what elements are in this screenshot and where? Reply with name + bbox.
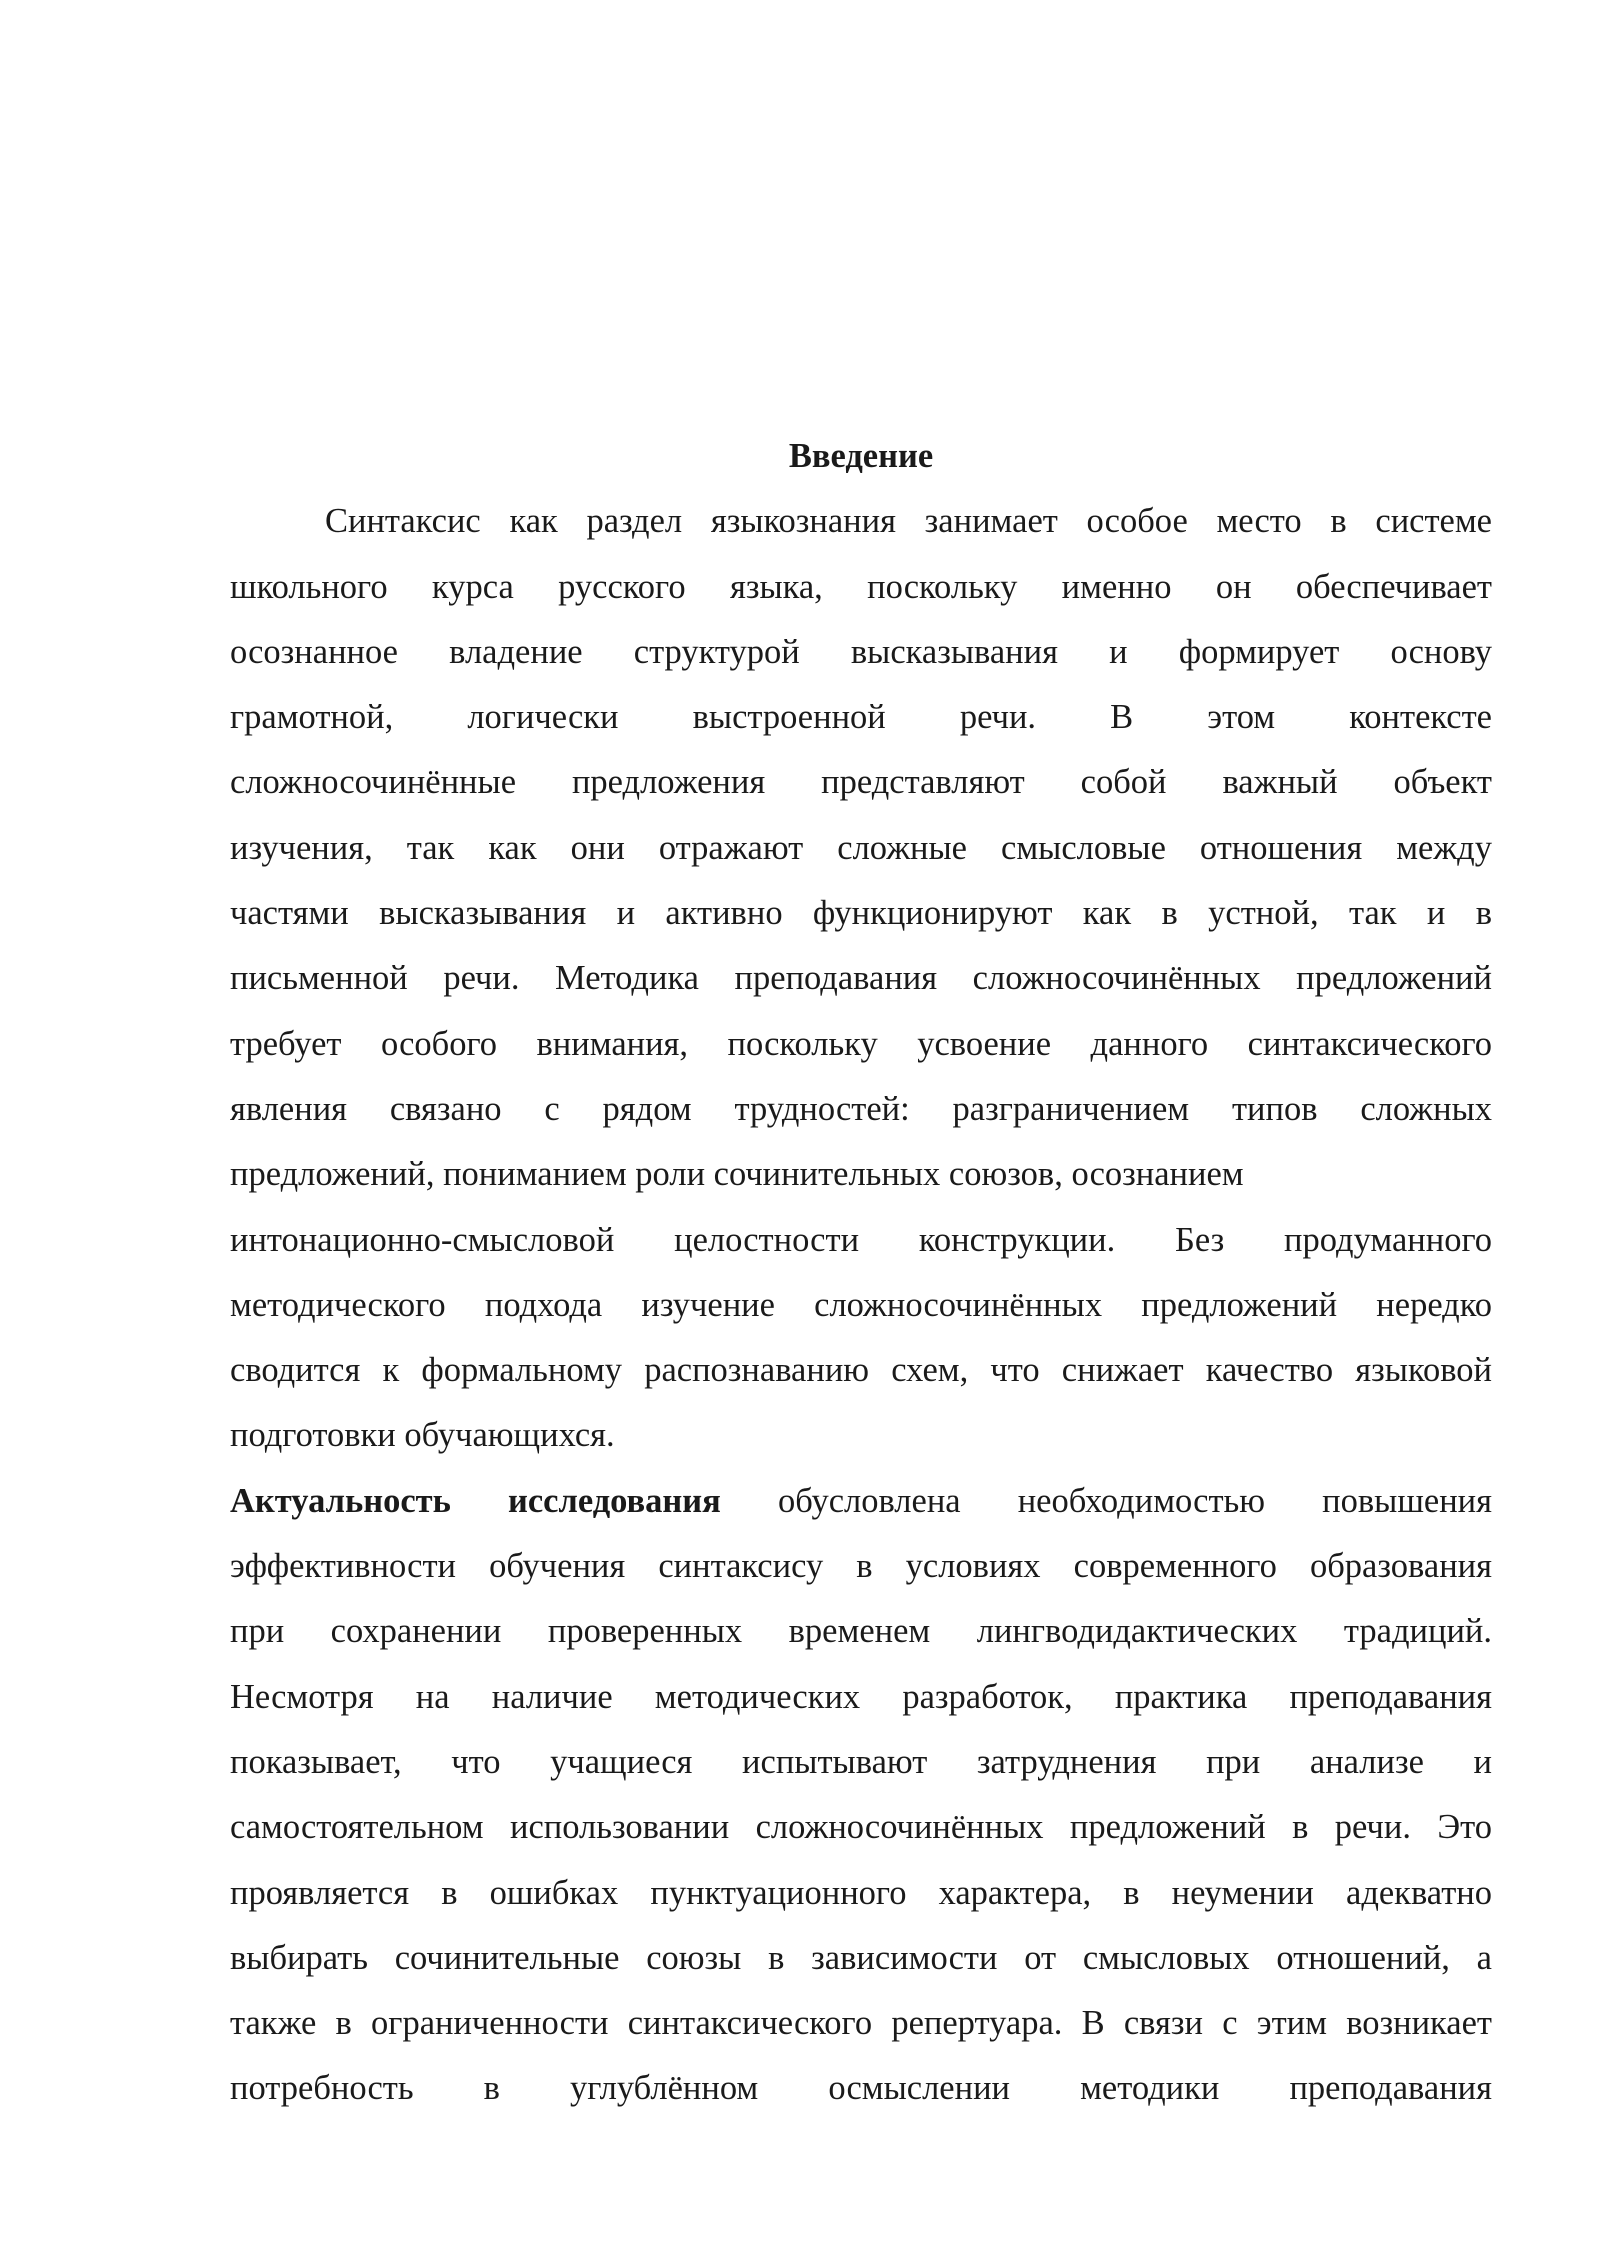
relevance-lead: Актуальность исследования <box>230 1481 721 1520</box>
relevance-lead-rest: обусловлена необходимостью повышения <box>720 1481 1492 1520</box>
text-line: эффективности обучения синтаксису в условиях современного образования <box>230 1547 1492 1586</box>
intro-paragraph <box>230 489 1492 1468</box>
text-line: письменной речи. Методика преподавания сложносочинённых предложений <box>230 959 1492 998</box>
text-line: потребность в углублённом осмыслении методики преподавания <box>230 2069 1492 2108</box>
text-line: показывает, что учащиеся испытывают затруднения при анализе и <box>230 1742 1492 1781</box>
text-line: подготовки обучающихся. <box>230 1416 615 1455</box>
text-line: сводится к формальному распознаванию схем, что снижает качество языковой <box>230 1351 1492 1390</box>
text-line: изучения, так как они отражают сложные смысловые отношения между <box>230 828 1492 867</box>
text-line: самостоятельном использовании сложносочинённых предложений в речи. Это <box>230 1808 1492 1847</box>
relevance-paragraph <box>230 1469 1492 2122</box>
text-line: проявляется в ошибках пунктуационного характера, в неумении адекватно <box>230 1873 1492 1912</box>
text-line: осознанное владение структурой высказывания и формирует основу <box>230 632 1492 671</box>
text-line: требует особого внимания, поскольку усвоение данного синтаксического <box>230 1024 1492 1063</box>
text-line: явления связано с рядом трудностей: разграничением типов сложных <box>230 1089 1492 1128</box>
text-line: также в ограниченности синтаксического репертуара. В связи с этим возникает <box>230 2004 1492 2043</box>
text-line: выбирать сочинительные союзы в зависимости от смысловых отношений, а <box>230 1938 1492 1977</box>
text-line: при сохранении проверенных временем лингводидактических традиций. <box>230 1612 1492 1651</box>
text-line: интонационно-смысловой целостности конструкции. Без продуманного <box>230 1220 1492 1259</box>
text-line: сложносочинённые предложения представляют собой важный объект <box>230 763 1492 802</box>
text-line: грамотной, логически выстроенной речи. В этом контексте <box>230 698 1492 737</box>
text-line: школьного курса русского языка, поскольку именно он обеспечивает <box>230 567 1492 606</box>
text-line: частями высказывания и активно функционируют как в устной, так и в <box>230 894 1492 933</box>
text-line: Несмотря на наличие методических разработок, практика преподавания <box>230 1677 1492 1716</box>
section-heading: Введение <box>788 437 934 475</box>
text-line: предложений, пониманием роли сочинительных союзов, осознанием <box>230 1155 1244 1194</box>
text-line <box>230 1469 1492 1534</box>
text-line: Синтаксис как раздел языкознания занимает особое место в системе <box>325 502 1492 541</box>
text-line: методического подхода изучение сложносочинённых предложений нередко <box>230 1285 1492 1324</box>
document-body <box>230 424 1492 2122</box>
